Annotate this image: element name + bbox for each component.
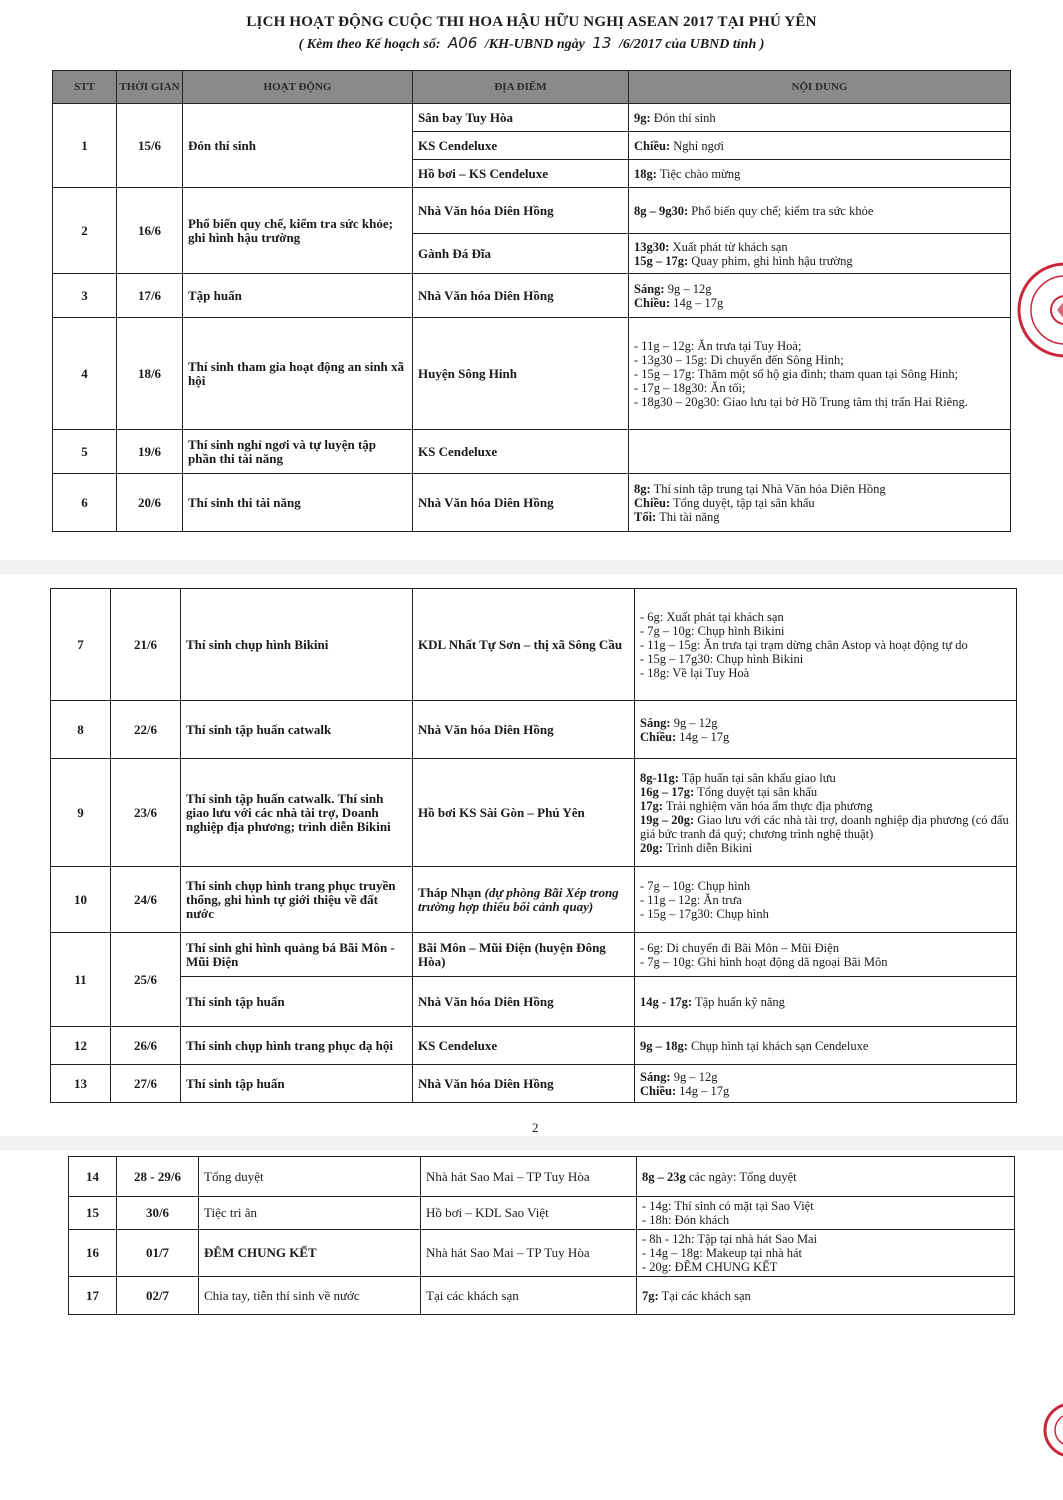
row-time: 22/6 <box>111 701 181 759</box>
row-activity: Thí sinh tập huấn <box>181 977 413 1027</box>
row-activity: Thí sinh tập huấn <box>181 1065 413 1103</box>
row-stt: 16 <box>69 1230 117 1277</box>
table-row <box>51 1027 1017 1065</box>
schedule-table-part3 <box>68 1156 1015 1315</box>
row-place: Hồ bơi – KDL Sao Việt <box>421 1197 637 1230</box>
row-place: KS Cendeluxe <box>413 430 629 474</box>
table-row <box>69 1197 1015 1230</box>
row-content: - 14g: Thí sinh có mặt tại Sao Việt - 18h: Đón khách <box>637 1197 1015 1230</box>
table-row <box>51 701 1017 759</box>
row-content: 13g30: Xuất phát từ khách sạn 15g – 17g: Quay phim, ghi hình hậu trường <box>629 234 1011 274</box>
row-place: KS Cendeluxe <box>413 132 629 160</box>
row-stt: 3 <box>53 274 117 318</box>
row-activity: Tập huấn <box>183 274 413 318</box>
row-stt: 2 <box>53 188 117 274</box>
row-stt: 14 <box>69 1157 117 1197</box>
plan-number: A06 <box>448 34 478 52</box>
row-time: 18/6 <box>117 318 183 430</box>
row-time: 23/6 <box>111 759 181 867</box>
row-place: KDL Nhất Tự Sơn – thị xã Sông Cầu <box>413 589 635 701</box>
row-stt: 1 <box>53 104 117 188</box>
row-time: 15/6 <box>117 104 183 188</box>
row-place: Nhà Văn hóa Diên Hồng <box>413 1065 635 1103</box>
row-stt: 9 <box>51 759 111 867</box>
row-activity: Thí sinh nghỉ ngơi và tự luyện tập phần thi tài năng <box>183 430 413 474</box>
row-activity: Thí sinh chụp hình trang phục dạ hội <box>181 1027 413 1065</box>
row-stt: 5 <box>53 430 117 474</box>
row-activity: Thí sinh tham gia hoạt động an sinh xã hội <box>183 318 413 430</box>
table-row <box>53 430 1011 474</box>
row-stt: 8 <box>51 701 111 759</box>
row-content: 8g: Thí sinh tập trung tại Nhà Văn hóa Diên Hồng Chiều: Tổng duyệt, tập tại sân khấu Tối: Thi tài năng <box>629 474 1011 532</box>
subtitle-suffix: /6/2017 của UBND tỉnh ) <box>618 37 765 52</box>
row-place: Hồ bơi – KS Cendeluxe <box>413 160 629 188</box>
row-content: Sáng: 9g – 12g Chiều: 14g – 17g <box>635 1065 1017 1103</box>
row-content: - 6g: Xuất phát tại khách sạn - 7g – 10g: Chụp hình Bikini - 11g – 15g: Ăn trưa tại trạm dừng chân Astop và hoạt động tự do - 15g – 17g30: Chụp hình Bikini - 18g: Về lại Tuy Hoà <box>635 589 1017 701</box>
row-stt: 13 <box>51 1065 111 1103</box>
row-content: Sáng: 9g – 12g Chiều: 14g – 17g <box>635 701 1017 759</box>
row-activity: Thí sinh tập huấn catwalk. Thí sinh giao lưu với các nhà tài trợ, Doanh nghiệp địa phương; trình diễn Bikini <box>181 759 413 867</box>
row-place: Gành Đá Đĩa <box>413 234 629 274</box>
row-content: 8g – 23g các ngày: Tổng duyệt <box>637 1157 1015 1197</box>
place-note: (dự phòng Bãi Xép trong trường hợp thiếu bối cảnh quay) <box>418 884 619 914</box>
row-activity: Chia tay, tiễn thí sinh về nước <box>199 1277 421 1315</box>
document-subtitle <box>0 34 1063 53</box>
row-activity: Thí sinh thi tài năng <box>183 474 413 532</box>
row-content: - 6g: Di chuyển đi Bãi Môn – Mũi Điện - 7g – 10g: Ghi hình hoạt động dã ngoại Bãi Môn <box>635 933 1017 977</box>
table-row <box>53 188 1011 234</box>
schedule-table-part1 <box>52 70 1011 532</box>
header-time: THỜI GIAN <box>117 71 183 104</box>
row-place: Tại các khách sạn <box>421 1277 637 1315</box>
row-place: Hồ bơi KS Sài Gòn – Phú Yên <box>413 759 635 867</box>
row-content: 8g-11g: Tập huấn tại sân khấu giao lưu 16g – 17g: Tổng duyệt tại sân khấu 17g: Trải nghiệm văn hóa ẩm thực địa phương 19g – 20g: Giao lưu với các nhà tài trợ, doanh nghiệp địa phương (có đấu giá bức tranh đá quý; chương trình nghệ thuật) 20g: Trình diễn Bikini <box>635 759 1017 867</box>
row-time: 02/7 <box>117 1277 199 1315</box>
table-row <box>69 1230 1015 1277</box>
row-content: 18g: Tiệc chào mừng <box>629 160 1011 188</box>
table-row <box>69 1277 1015 1315</box>
header-stt: STT <box>53 71 117 104</box>
row-time: 24/6 <box>111 867 181 933</box>
row-activity: Thí sinh chụp hình trang phục truyền thống, ghi hình tự giới thiệu về đất nước <box>181 867 413 933</box>
table-row <box>53 318 1011 430</box>
row-time: 27/6 <box>111 1065 181 1103</box>
row-stt: 11 <box>51 933 111 1027</box>
table-row <box>53 104 1011 132</box>
row-time: 16/6 <box>117 188 183 274</box>
row-place: Nhà Văn hóa Diên Hồng <box>413 474 629 532</box>
row-activity: Tổng duyệt <box>199 1157 421 1197</box>
table-header-row <box>53 71 1011 104</box>
row-content: 9g – 18g: Chụp hình tại khách sạn Cendeluxe <box>635 1027 1017 1065</box>
row-stt: 10 <box>51 867 111 933</box>
row-place: KS Cendeluxe <box>413 1027 635 1065</box>
row-stt: 17 <box>69 1277 117 1315</box>
row-stt: 7 <box>51 589 111 701</box>
page-number: 2 <box>532 1120 539 1135</box>
row-place: Huyện Sông Hinh <box>413 318 629 430</box>
red-seal-icon <box>1013 255 1063 365</box>
row-activity: Tiệc tri ân <box>199 1197 421 1230</box>
row-content: 14g - 17g: Tập huấn kỹ năng <box>635 977 1017 1027</box>
row-stt: 4 <box>53 318 117 430</box>
subtitle-mid: /KH-UBND ngày <box>484 37 585 52</box>
row-place: Nhà hát Sao Mai – TP Tuy Hòa <box>421 1157 637 1197</box>
row-place: Nhà hát Sao Mai – TP Tuy Hòa <box>421 1230 637 1277</box>
row-content <box>629 430 1011 474</box>
page-separator <box>0 560 1063 574</box>
row-time: 21/6 <box>111 589 181 701</box>
row-activity: Thí sinh ghi hình quảng bá Bãi Môn - Mũi Điện <box>181 933 413 977</box>
row-content: 7g: Tại các khách sạn <box>637 1277 1015 1315</box>
row-time: 30/6 <box>117 1197 199 1230</box>
row-place: Bãi Môn – Mũi Điện (huyện Đông Hòa) <box>413 933 635 977</box>
row-stt: 12 <box>51 1027 111 1065</box>
row-activity: Đón thí sinh <box>183 104 413 188</box>
table-row <box>53 474 1011 532</box>
row-content: - 11g – 12g: Ăn trưa tại Tuy Hoà; - 13g30 – 15g: Di chuyển đến Sông Hinh; - 15g – 17g: Thăm một số hộ gia đình; tham quan tại Sông Hinh; - 17g – 18g30: Ăn tối; - 18g30 – 20g30: Giao lưu tại bờ Hồ Trung tâm thị trấn Hai Riêng. <box>629 318 1011 430</box>
table-row <box>51 589 1017 701</box>
row-place: Sân bay Tuy Hòa <box>413 104 629 132</box>
row-activity: Phổ biến quy chế, kiểm tra sức khỏe; ghi hình hậu trường <box>183 188 413 274</box>
row-stt: 15 <box>69 1197 117 1230</box>
row-content: 9g: Đón thí sinh <box>629 104 1011 132</box>
row-stt: 6 <box>53 474 117 532</box>
page-separator <box>0 1136 1063 1150</box>
table-row <box>51 933 1017 977</box>
row-activity: ĐÊM CHUNG KẾT <box>199 1230 421 1277</box>
row-time: 19/6 <box>117 430 183 474</box>
row-place: Nhà Văn hóa Diên Hồng <box>413 188 629 234</box>
row-content: - 7g – 10g: Chụp hình - 11g – 12g: Ăn trưa - 15g – 17g30: Chụp hình <box>635 867 1017 933</box>
row-place: Tháp Nhạn (dự phòng Bãi Xép trong trường hợp thiếu bối cảnh quay) <box>413 867 635 933</box>
row-content: Chiều: Nghỉ ngơi <box>629 132 1011 160</box>
header-activity: HOẠT ĐỘNG <box>183 71 413 104</box>
row-activity: Thí sinh tập huấn catwalk <box>181 701 413 759</box>
table-row <box>51 977 1017 1027</box>
row-time: 26/6 <box>111 1027 181 1065</box>
table-row <box>69 1157 1015 1197</box>
row-time: 20/6 <box>117 474 183 532</box>
row-time: 28 - 29/6 <box>117 1157 199 1197</box>
row-place: Nhà Văn hóa Diên Hồng <box>413 977 635 1027</box>
row-time: 01/7 <box>117 1230 199 1277</box>
plan-day: 13 <box>592 34 612 52</box>
row-content: - 8h - 12h: Tập tại nhà hát Sao Mai - 14g – 18g: Makeup tại nhà hát - 20g: ĐÊM CHUNG KẾT <box>637 1230 1015 1277</box>
header-place: ĐỊA ĐIỂM <box>413 71 629 104</box>
document-title: LỊCH HOẠT ĐỘNG CUỘC THI HOA HẬU HỮU NGHỊ ASEAN 2017 TẠI PHÚ YÊN <box>246 14 817 30</box>
row-activity: Thí sinh chụp hình Bikini <box>181 589 413 701</box>
row-place: Nhà Văn hóa Diên Hồng <box>413 274 629 318</box>
header-content: NỘI DUNG <box>629 71 1011 104</box>
red-stamp-icon <box>1043 1400 1063 1460</box>
row-content: 8g – 9g30: Phổ biến quy chế; kiểm tra sức khỏe <box>629 188 1011 234</box>
schedule-table-part2 <box>50 588 1017 1103</box>
table-row <box>51 1065 1017 1103</box>
subtitle-prefix: ( Kèm theo Kế hoạch số: <box>298 37 441 52</box>
table-row <box>51 759 1017 867</box>
row-time: 17/6 <box>117 274 183 318</box>
row-place: Nhà Văn hóa Diên Hồng <box>413 701 635 759</box>
table-row <box>51 867 1017 933</box>
row-time: 25/6 <box>111 933 181 1027</box>
table-row <box>53 274 1011 318</box>
row-content: Sáng: 9g – 12g Chiều: 14g – 17g <box>629 274 1011 318</box>
